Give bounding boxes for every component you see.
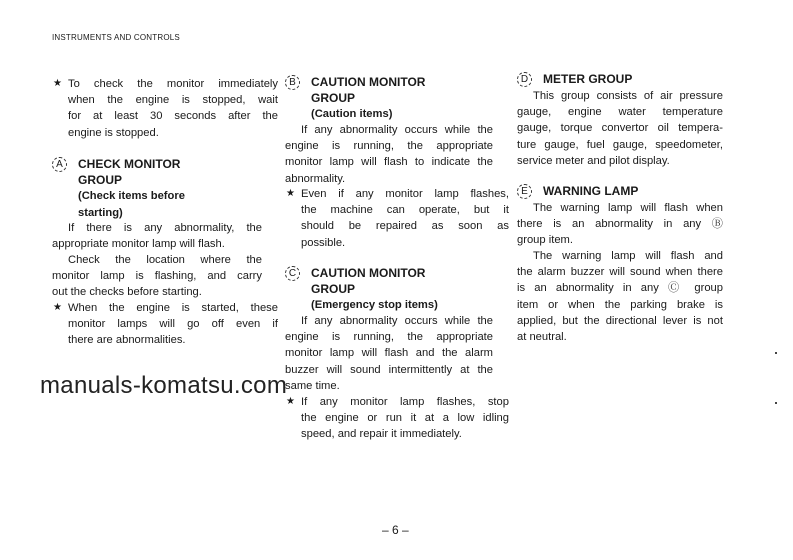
text-line: CAUTION MONITOR [311, 266, 426, 280]
paragraph [517, 88, 723, 169]
text-line: (Caution items) [311, 108, 393, 121]
paragraph [285, 122, 493, 187]
paragraph [52, 252, 262, 301]
page-number: – 6 – [382, 523, 409, 537]
text-line: starting) [78, 206, 123, 219]
text-line: If any monitor lamp flashes, stop [301, 396, 509, 408]
text-line: (Emergency stop items) [311, 299, 438, 312]
paragraph [517, 200, 723, 249]
star-icon: ★ [286, 396, 295, 407]
text-line: item or when the parking brake is [517, 298, 723, 311]
text-line: monitor lamp is flashing, and carry [52, 270, 262, 283]
text-line: WARNING LAMP [543, 184, 639, 198]
scan-speck [775, 352, 777, 354]
note-item [52, 300, 278, 349]
text-line: out the checks before starting. [52, 286, 202, 299]
text-line: monitor lamp will flash and the alarm [285, 347, 493, 360]
text-line: GROUP [78, 173, 123, 188]
star-icon: ★ [53, 302, 62, 313]
paragraph [285, 313, 493, 394]
section-heading [285, 265, 519, 314]
text-line: CAUTION MONITOR [311, 75, 426, 89]
text-line: engine is running, the appropriate [285, 331, 493, 344]
text-line: the engine or run it at a low idling [301, 412, 509, 425]
text-line: gauge, engine water temperature [517, 106, 723, 119]
circled-letter-icon: B [285, 75, 300, 90]
text-line: there is an abnormality in any Ⓑ [517, 218, 723, 231]
text-line: when the engine is stopped, wait [68, 94, 278, 107]
note-item [285, 186, 509, 251]
text-line: possible. [301, 236, 346, 249]
star-icon: ★ [286, 188, 295, 199]
note-item [285, 394, 509, 443]
circled-letter-icon: A [52, 157, 67, 172]
text-line: monitor lamps will go off even if [68, 318, 278, 331]
text-line: group item. [517, 234, 573, 247]
section-heading [52, 156, 288, 221]
text-line: ture gauge, fuel gauge, speedometer, [517, 138, 723, 151]
text-line: gauge, torque convertor oil tempera- [517, 122, 723, 135]
text-line: for at least 30 seconds after the [68, 110, 278, 123]
text-line: CHECK MONITOR [78, 157, 181, 171]
text-line: To check the monitor immediately [68, 78, 278, 90]
text-line: applied, but the directional lever is not [517, 314, 723, 327]
text-line: same time. [285, 379, 340, 392]
text-line: is an abnormality in any Ⓒ group [517, 282, 723, 295]
text-line: GROUP [311, 91, 356, 106]
text-line: buzzer will sound intermittently at the [285, 363, 493, 376]
text-line: monitor lamp will flash to indicate the [285, 156, 493, 169]
text-line: The warning lamp will flash when [533, 202, 723, 214]
text-line: Even if any monitor lamp flashes, [301, 188, 509, 200]
section-header: INSTRUMENTS AND CONTROLS [52, 33, 180, 42]
text-line: (Check items before [78, 190, 185, 203]
text-line: When the engine is started, these [68, 302, 278, 314]
text-line: abnormality. [285, 172, 346, 185]
text-line: engine is running, the appropriate [285, 140, 493, 153]
section-heading [517, 71, 749, 87]
text-line: METER GROUP [543, 72, 633, 86]
scan-speck [775, 402, 777, 404]
text-line: If any abnormality occurs while the [301, 315, 493, 327]
circled-letter-icon: C [285, 266, 300, 281]
star-icon: ★ [53, 78, 62, 89]
text-line: the machine can operate, but it [301, 204, 509, 217]
text-line: Check the location where the [68, 254, 262, 266]
text-line: The warning lamp will flash and [533, 250, 723, 262]
paragraph [52, 220, 262, 252]
section-heading [517, 183, 749, 199]
circled-letter-icon: E [517, 184, 532, 199]
text-line: This group consists of air pressure [533, 90, 723, 102]
text-line: service meter and pilot display. [517, 154, 670, 167]
text-line: there are abnormalities. [68, 334, 186, 347]
paragraph [517, 248, 723, 345]
text-line: appropriate monitor lamp will flash. [52, 238, 225, 251]
text-line: should be repaired as soon as [301, 220, 509, 233]
text-line: engine is stopped. [68, 126, 159, 139]
text-line: speed, and repair it immediately. [301, 428, 462, 441]
text-line: If there is any abnormality, the [68, 222, 262, 234]
note-item [52, 76, 278, 141]
watermark: manuals-komatsu.com [40, 372, 288, 399]
text-line: at neutral. [517, 330, 567, 343]
circled-letter-icon: D [517, 72, 532, 87]
text-line: the alarm buzzer will sound when there [517, 266, 723, 279]
section-heading [285, 74, 519, 123]
text-line: GROUP [311, 282, 356, 297]
text-line: If any abnormality occurs while the [301, 124, 493, 136]
